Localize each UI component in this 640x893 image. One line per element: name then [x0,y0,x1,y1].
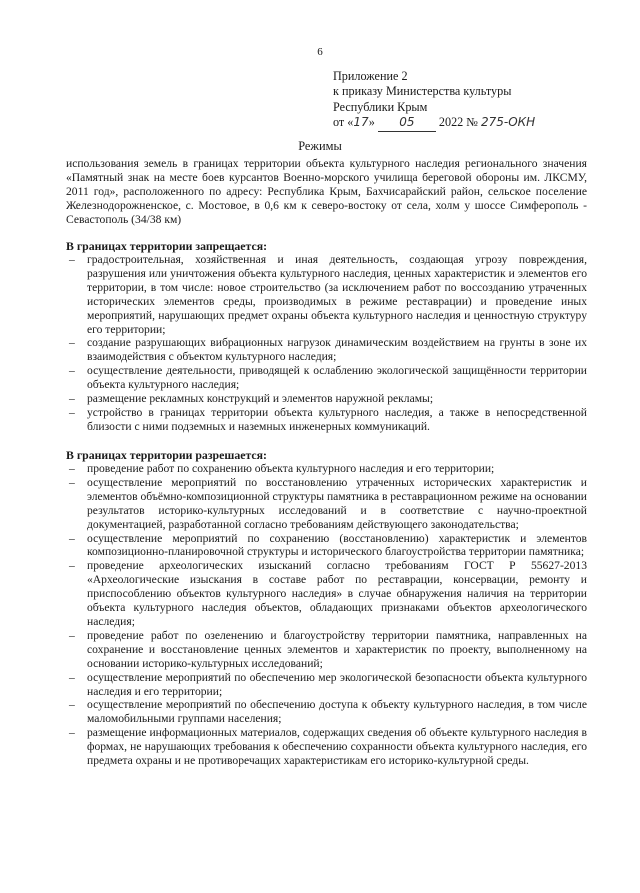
bullet-dash: – [69,392,75,406]
list-item-text: осуществление деятельности, приводящей к ослаблению экологической защищённости территории объекта культурного наследия; [87,364,587,392]
handwritten-month: 05 [378,115,436,131]
list-item-text: проведение работ по сохранению объекта культурного наследия и его территории; [87,462,495,475]
list-item [66,629,587,671]
intro-paragraph: использования земель в границах территории объекта культурного наследия регионального значения «Памятный знак на месте боев курсантов Военно-морского училища береговой обороны им. ЛКСМУ, 2011 год», расположенного по адресу: Республика Крым, Бахчисарайский район, сельское поселение Железнодорожненское, с. Мостовое, в 0,6 км к северо-востоку от села, холм у шоссе Симферополь - Севастополь (34/38 км) [66,157,587,226]
prohibited-section [66,239,587,434]
list-item-text: осуществление мероприятий по обеспечению мер экологической безопасности объекта культурного наследия и его территории; [87,670,587,698]
bullet-dash: – [69,531,75,545]
list-item-text: проведение археологических изысканий согласно требованиям ГОСТ Р 55627-2013 «Археологические изыскания в составе работ по реставрации, консервации, ремонту и приспособлению объектов культурного наследия» в случае обнаружения наличия на территории объекта культурного наследия объектов, обладающих признаками объектов археологического наследия; [87,559,587,628]
document-title: Режимы [298,139,342,153]
handwritten-order-number: 275-ОКН [480,115,536,130]
permitted-section [66,448,587,768]
bullet-dash: – [69,559,75,573]
year-text: 2022 № [438,115,478,130]
bullet-dash: – [69,628,75,642]
page-number: 6 [317,46,323,58]
prohibited-heading: В границах территории запрещается: [66,239,268,253]
list-item-text: градостроительная, хозяйственная и иная деятельность, создающая угрозу повреждения, разрушения или уничтожения объекта культурного наследия, ценных характеристик и элементов его территории, в том числе: новое строительство (за исключением работ по воссозданию утраченных исторических элементов среды, производимых в режиме реставрации) и проведение иных мероприятий, нарушающих предмет охраны объекта культурного наследия и ценностную структуру его территории; [87,253,587,336]
list-item-text: осуществление мероприятий по восстановлению утраченных исторических характеристик и элементов объёмно-композиционной структуры памятника в реставрационном режиме на основании результатов историко-культурных исследований и в соответствие с научно-проектной документацией, разработанной согласно требованиям действующего законодательства; [87,475,587,531]
list-item-text: размещение рекламных конструкций и элементов наружной рекламы; [87,392,434,406]
list-item [66,532,587,560]
bullet-dash: – [69,462,75,475]
list-item [66,698,587,726]
bullet-dash: – [69,726,75,740]
list-item [66,336,587,364]
appendix-line-3: Республики Крым [333,99,428,114]
permitted-heading: В границах территории разрешается: [66,448,267,462]
bullet-dash: – [69,405,75,419]
appendix-block [333,69,623,132]
list-item [66,253,587,336]
bullet-dash: – [69,336,75,350]
list-item [66,476,587,532]
list-item-text: проведение работ по озеленению и благоустройству территории памятника, направленных на сохранение и восстановление ценных элементов и характеристик по проекту, выполненному на основании историко-культурных исследований; [87,628,587,670]
appendix-line-1: Приложение 2 [333,69,408,83]
date-prefix: от « [333,115,354,130]
list-item [66,462,587,476]
bullet-dash: – [69,253,75,266]
appendix-date-line [333,115,623,131]
list-item [66,671,587,699]
prohibited-list [66,253,587,434]
list-item-text: осуществление мероприятий по сохранению (восстановлению) характеристик и элементов композиционно-планировочной структуры и исторического благоустройства территории памятника; [87,531,587,559]
appendix-line-2: к приказу Министерства культуры [333,84,512,99]
list-item [66,726,587,768]
list-item-text: создание разрушающих вибрационных нагрузок динамическим воздействием на грунты в зоне их взаимодействия с объектом культурного наследия; [87,336,587,364]
list-item [66,559,587,629]
list-item-text: осуществление мероприятий по обеспечению доступа к объекту культурного наследия, в том числе маломобильными группами населения; [87,698,587,726]
bullet-dash: – [69,698,75,712]
list-item-text: размещение информационных материалов, содержащих сведения об объекте культурного наследия в формах, не нарушающих требования к обеспечению сохранности объекта культурного наследия, его предмета охраны и не противоречащих характеристикам его историко-культурной среды. [87,726,587,768]
date-mid: » [368,115,375,130]
bullet-dash: – [69,364,75,378]
list-item-text: устройство в границах территории объекта культурного наследия, а также в непосредственной близости с ними подземных и наземных инженерных коммуникаций. [87,405,587,433]
handwritten-day: 17 [353,115,369,130]
permitted-list [66,462,587,768]
list-item [66,406,587,434]
list-item [66,392,587,406]
bullet-dash: – [69,475,75,489]
bullet-dash: – [69,670,75,684]
list-item [66,364,587,392]
